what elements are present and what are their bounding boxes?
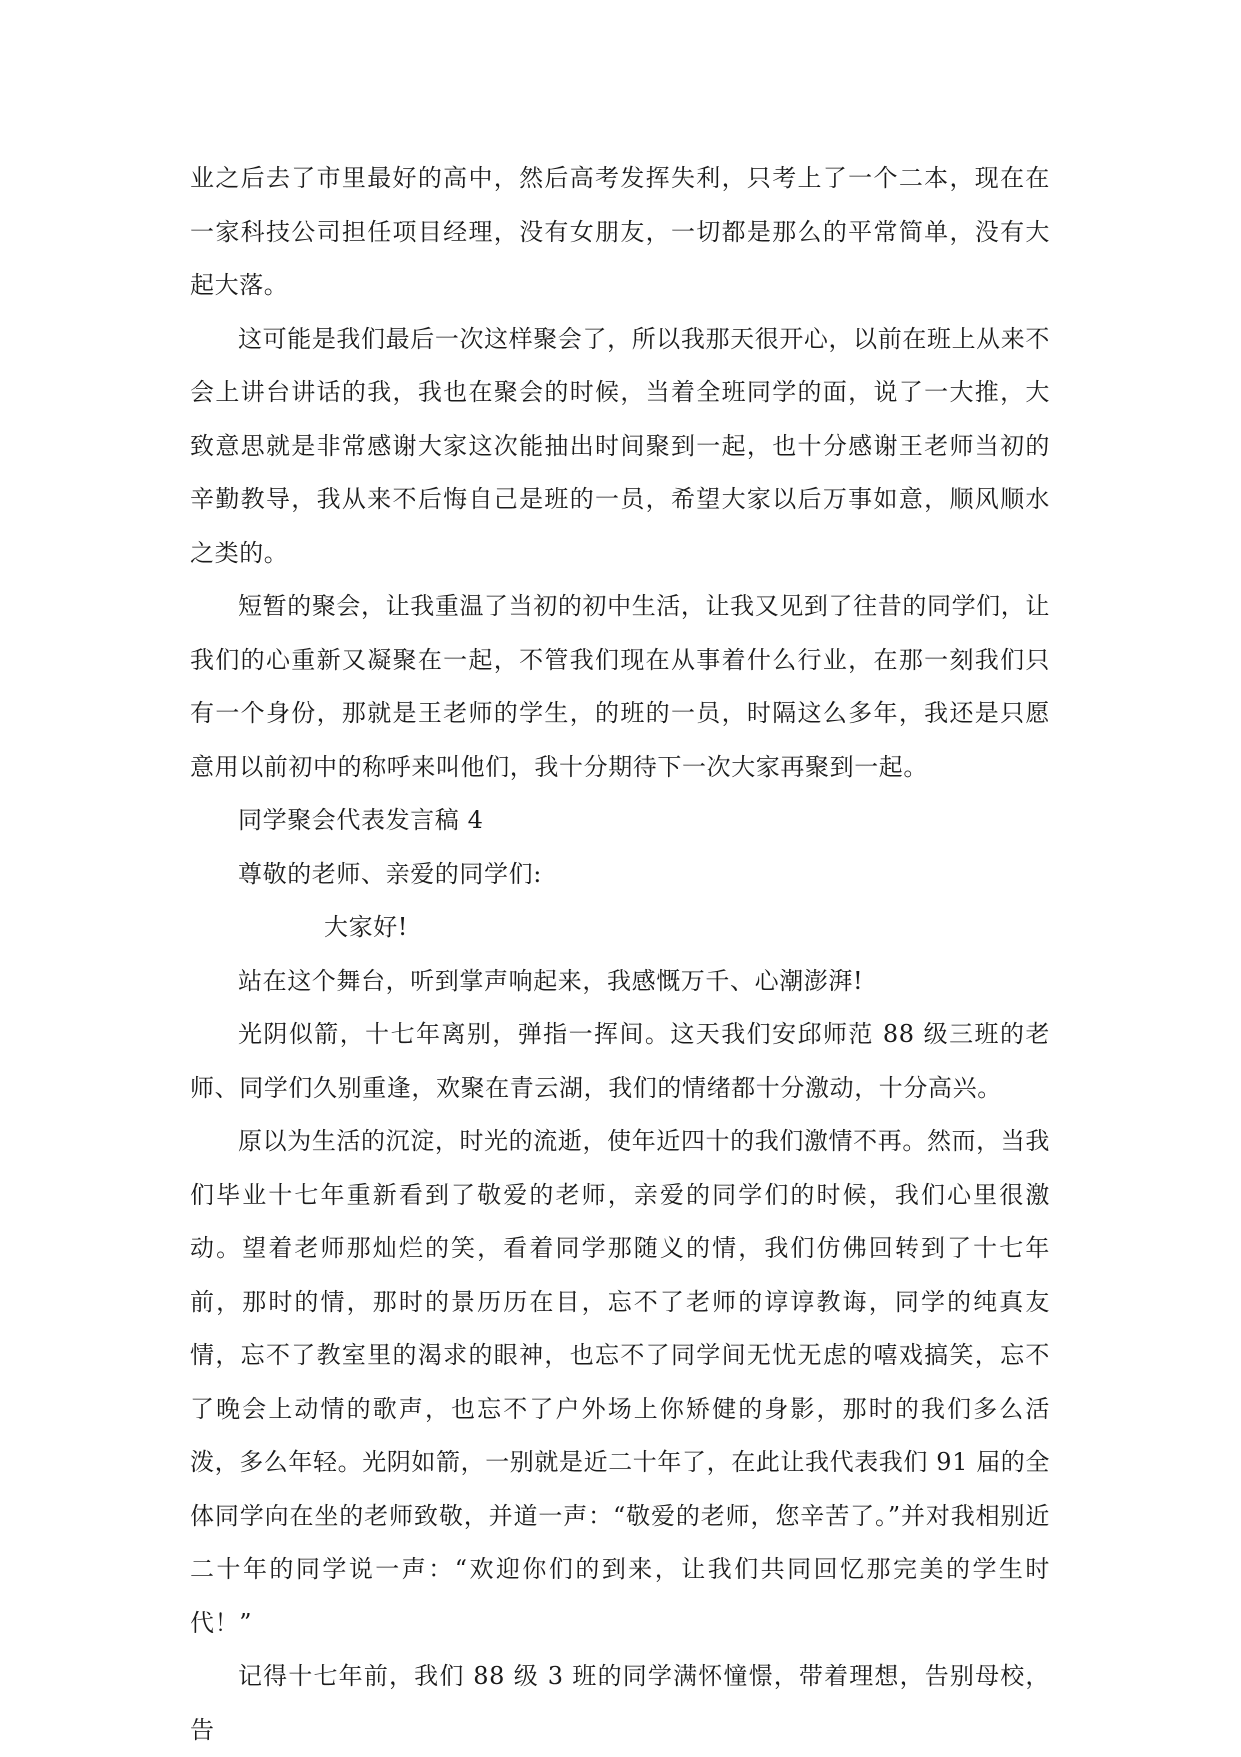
paragraph: 记得十七年前，我们 88 级 3 班的同学满怀憧憬，带着理想，告别母校，告	[190, 1662, 1050, 1744]
document-body	[190, 152, 1050, 1757]
paragraph: 这可能是我们最后一次这样聚会了，所以我那天很开心，以前在班上从来不会上讲台讲话的我，我也在聚会的时候，当着全班同学的面，说了一大推，大致意思就是非常感谢大家这次能抽出时间聚到一起，也十分感谢王老师当初的辛勤教导，我从来不后悔自己是班的一员，希望大家以后万事如意，顺风顺水之类的。	[190, 324, 1050, 567]
paragraph: 原以为生活的沉淀，时光的流逝，使年近四十的我们激情不再。然而，当我们毕业十七年重新看到了敬爱的老师，亲爱的同学们的时候，我们心里很激动。望着老师那灿烂的笑，看着同学那随义的情，我们仿佛回转到了十七年前，那时的情，那时的景历历在目，忘不了老师的谆谆教诲，同学的纯真友情，忘不了教室里的渴求的眼神，也忘不了同学间无忧无虑的嘻戏搞笑，忘不了晚会上动情的歌声，也忘不了户外场上你矫健的身影，那时的我们多么活泼，多么年轻。光阴如箭，一别就是近二十年了，在此让我代表我们 91 届的全体同学向在坐的老师致敬，并道一声：“敬爱的老师，您辛苦了。”并对我相别近二十年的同学说一声：“欢迎你们的到来，让我们共同回忆那完美的学生时代！”	[190, 1127, 1050, 1637]
paragraph: 光阴似箭，十七年离别，弹指一挥间。这天我们安邱师范 88 级三班的老师、同学们久别重逢，欢聚在青云湖，我们的情绪都十分激动，十分高兴。	[190, 1020, 1050, 1102]
salutation: 尊敬的老师、亲爱的同学们:	[238, 859, 542, 888]
paragraph-continued: 业之后去了市里最好的高中，然后高考发挥失利，只考上了一个二本，现在在一家科技公司担任项目经理，没有女朋友，一切都是那么的平常简单，没有大起大落。	[190, 164, 1050, 299]
greeting: 大家好!	[324, 913, 409, 941]
paragraph: 站在这个舞台，听到掌声响起来，我感慨万千、心潮澎湃!	[238, 966, 864, 995]
section-title: 同学聚会代表发言稿 4	[238, 806, 484, 834]
paragraph: 短暂的聚会，让我重温了当初的初中生活，让我又见到了往昔的同学们，让我们的心重新又凝聚在一起，不管我们现在从事着什么行业，在那一刻我们只有一个身份，那就是王老师的学生，的班的一员，时隔这么多年，我还是只愿意用以前初中的称呼来叫他们，我十分期待下一次大家再聚到一起。	[190, 592, 1050, 781]
